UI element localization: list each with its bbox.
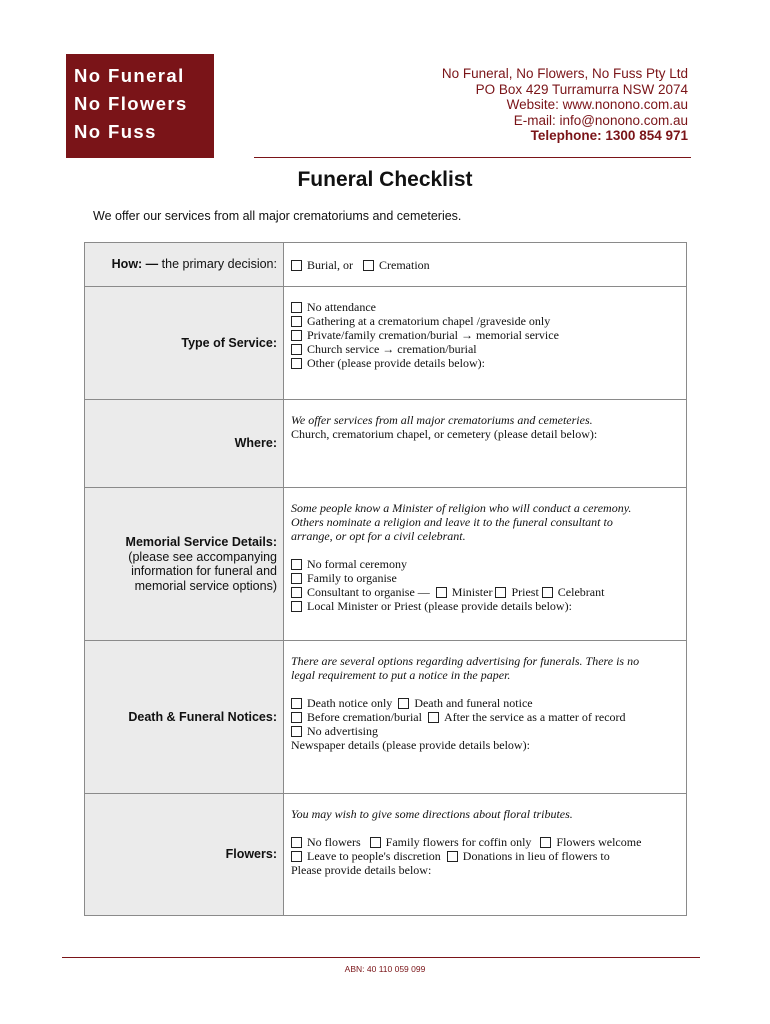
option-burial: Burial, or [307, 257, 353, 272]
option-family-flowers: Family flowers for coffin only [385, 835, 532, 849]
row-notices [85, 641, 687, 794]
checkbox-burial[interactable] [291, 260, 302, 271]
checkbox-private-family[interactable] [291, 330, 302, 341]
option-cremation: Cremation [379, 257, 430, 272]
checkbox-family-organise[interactable] [291, 573, 302, 584]
checkbox-flowers-welcome[interactable] [540, 837, 551, 848]
company-email: E-mail: info@nonono.com.au [513, 112, 688, 128]
label-notices: Death & Funeral Notices: [85, 641, 284, 794]
logo-line-2: No Flowers [74, 93, 188, 114]
option-after: After the service as a matter of record [443, 710, 626, 724]
page-title: Funeral Checklist [297, 168, 473, 191]
checkbox-before[interactable] [291, 712, 302, 723]
option-church-service: Church service → cremation/burial [307, 342, 477, 356]
option-local-minister: Local Minister or Priest (please provide details below): [307, 599, 572, 613]
option-no-flowers: No flowers [307, 835, 361, 849]
abn-number: ABN: 40 110 059 099 [344, 964, 426, 974]
memorial-note-3: arrange, or opt for a civil celebrant. [291, 529, 466, 543]
label-where: Where: [85, 400, 284, 488]
company-details [442, 66, 688, 144]
option-priest: Priest [511, 585, 539, 599]
option-celebrant: Celebrant [557, 585, 605, 599]
checkbox-death-only[interactable] [291, 698, 302, 709]
checkbox-no-flowers[interactable] [291, 837, 302, 848]
label-memorial: Memorial Service Details: (please see accompanying information for funeral and memorial service options) [85, 488, 284, 641]
label-flowers: Flowers: [85, 794, 284, 916]
header-divider [254, 157, 691, 158]
company-name: No Funeral, No Flowers, No Fuss Pty Ltd [441, 66, 688, 81]
checkbox-local-minister[interactable] [291, 601, 302, 612]
option-other: Other (please provide details below): [307, 356, 485, 370]
option-no-advertising: No advertising [307, 724, 378, 738]
checkbox-donations[interactable] [447, 851, 458, 862]
option-death-funeral: Death and funeral notice [414, 696, 533, 710]
option-consultant: Consultant to organise — [307, 585, 430, 599]
row-flowers [85, 794, 687, 916]
checkbox-death-funeral[interactable] [398, 698, 409, 709]
option-no-attendance: No attendance [307, 300, 376, 314]
row-where [85, 400, 687, 488]
checkbox-cremation[interactable] [363, 260, 374, 271]
checkbox-minister[interactable] [436, 587, 447, 598]
row-how [85, 243, 687, 287]
notices-note-1: There are several options regarding advertising for funerals. There is no [291, 654, 640, 668]
checkbox-no-advertising[interactable] [291, 726, 302, 737]
checkbox-celebrant[interactable] [542, 587, 553, 598]
logo-line-1: No Funeral [74, 65, 185, 86]
where-text: Church, crematorium chapel, or cemetery (please detail below): [291, 427, 598, 441]
footer-divider [62, 957, 700, 958]
option-family-organise: Family to organise [307, 571, 397, 585]
option-before: Before cremation/burial [307, 710, 422, 724]
checkbox-priest[interactable] [495, 587, 506, 598]
checkbox-no-attendance[interactable] [291, 302, 302, 313]
company-logo [66, 54, 214, 158]
checkbox-consultant[interactable] [291, 587, 302, 598]
memorial-note-1: Some people know a Minister of religion who will conduct a ceremony. [291, 501, 632, 515]
checklist-table [84, 242, 687, 916]
option-private-family: Private/family cremation/burial → memorial service [307, 328, 559, 342]
notices-details: Newspaper details (please provide details below): [291, 738, 530, 752]
option-gathering: Gathering at a crematorium chapel /graveside only [307, 314, 551, 328]
intro-text: We offer our services from all major crematoriums and cemeteries. [93, 209, 462, 223]
company-telephone: Telephone: 1300 854 971 [530, 128, 688, 143]
row-type-of-service [85, 287, 687, 400]
logo-line-3: No Fuss [74, 121, 157, 142]
option-donations: Donations in lieu of flowers to [462, 849, 610, 863]
label-type-of-service: Type of Service: [85, 287, 284, 400]
notices-note-2: legal requirement to put a notice in the paper. [291, 668, 511, 682]
flowers-note: You may wish to give some directions about floral tributes. [291, 807, 573, 821]
option-no-formal: No formal ceremony [307, 557, 407, 571]
checkbox-after[interactable] [428, 712, 439, 723]
checkbox-no-formal[interactable] [291, 559, 302, 570]
option-minister: Minister [451, 585, 493, 599]
company-address: PO Box 429 Turramurra NSW 2074 [475, 81, 688, 97]
checkbox-family-flowers[interactable] [370, 837, 381, 848]
checkbox-discretion[interactable] [291, 851, 302, 862]
checkbox-other[interactable] [291, 358, 302, 369]
company-website: Website: www.nonono.com.au [506, 97, 688, 112]
checkbox-gathering[interactable] [291, 316, 302, 327]
row-memorial [85, 488, 687, 641]
flowers-details: Please provide details below: [291, 863, 432, 877]
checkbox-church-service[interactable] [291, 344, 302, 355]
option-flowers-welcome: Flowers welcome [556, 835, 642, 849]
label-how: How: — the primary decision: [85, 243, 284, 287]
memorial-note-2: Others nominate a religion and leave it to the funeral consultant to [291, 515, 613, 529]
option-death-only: Death notice only [307, 696, 393, 710]
where-note: We offer services from all major crematoriums and cemeteries. [291, 413, 593, 427]
option-discretion: Leave to people's discretion [307, 849, 441, 863]
